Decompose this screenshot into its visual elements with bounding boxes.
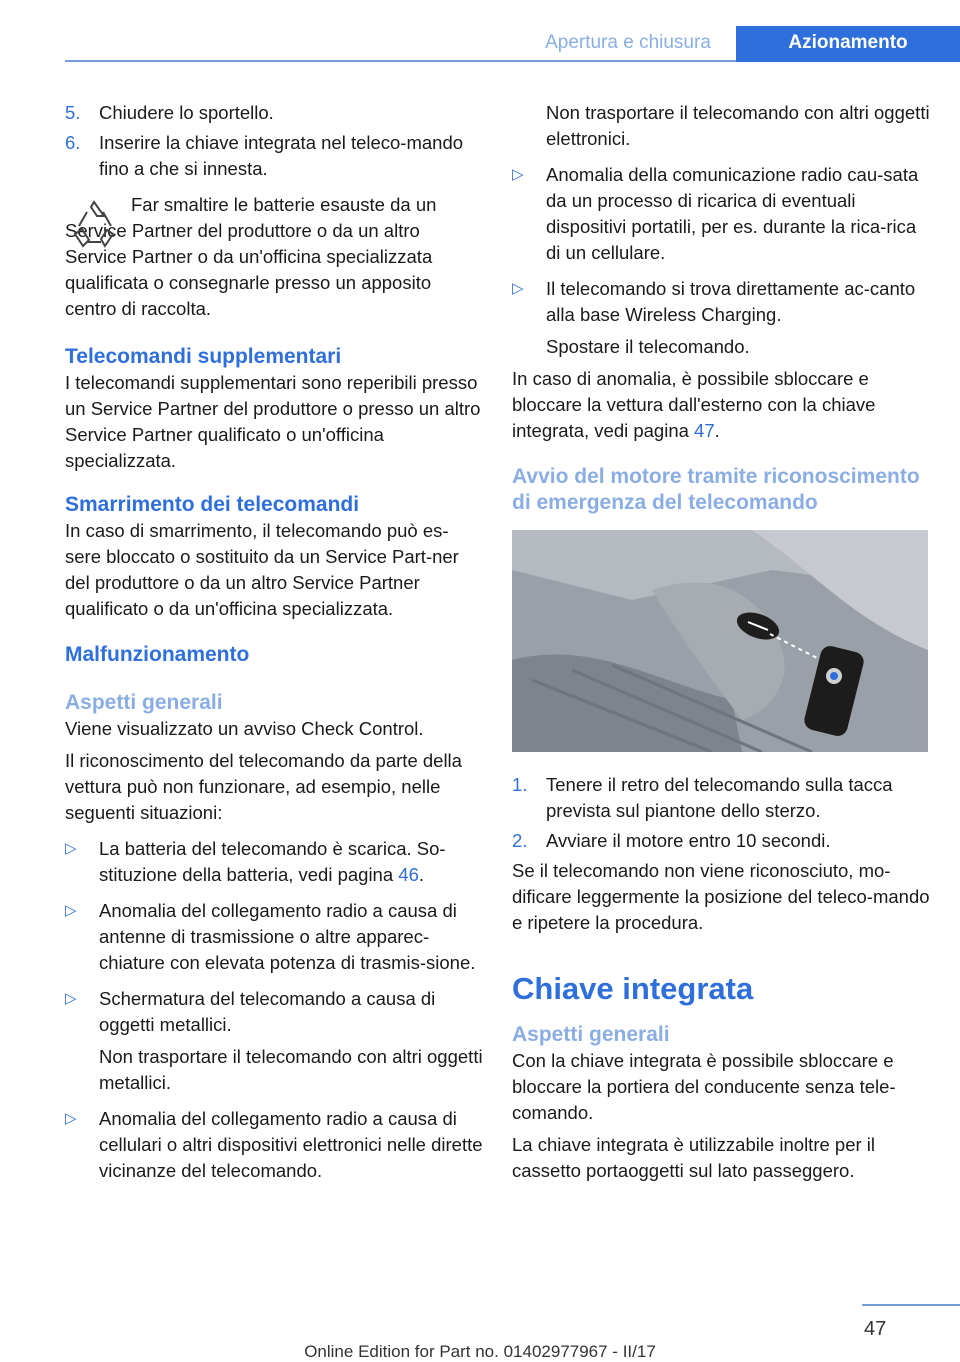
- paragraph: La chiave integrata è utilizzabile inoltre per il cassetto portaoggetti sul lato passeggero.: [512, 1134, 876, 1181]
- paragraph: In caso di smarrimento, il telecomando può es-sere bloccato o sostituito da un Service Part-ner del produttore o da un altro Service Partner qualificato o da un'officina specializzata.: [65, 520, 459, 619]
- step-6: 6. Inserire la chiave integrata nel teleco-mando fino a che si innesta.: [65, 132, 464, 179]
- heading-emergency-start: Avvio del motore tramite riconoscimento di emergenza del telecomando: [512, 465, 920, 514]
- step-1: 1. Tenere il retro del telecomando sulla tacca prevista sul piantone dello sterzo.: [512, 774, 893, 821]
- heading-malfunction: Malfunzionamento: [65, 643, 250, 666]
- list-item: ▷ La batteria del telecomando è scarica. So-stituzione della batteria, vedi pagina 46.: [65, 836, 483, 888]
- steering-column-photo: [512, 530, 928, 752]
- bullet-icon: ▷: [512, 280, 524, 297]
- heading-general: Aspetti generali: [65, 691, 223, 714]
- bullet-icon: ▷: [65, 840, 77, 857]
- page-link-46[interactable]: 46: [398, 864, 419, 885]
- footer-edition: Online Edition for Part no. 01402977967 - II/17: [304, 1342, 656, 1361]
- heading-general-2: Aspetti generali: [512, 1023, 670, 1046]
- heading-supplementary: Telecomandi supplementari: [65, 345, 342, 368]
- list-item: ▷ Anomalia del collegamento radio a causa di antenne di trasmissione o altre apparec-chiature con elevata potenza di trasmis-sione.: [65, 898, 483, 976]
- list-item: ▷ Schermatura del telecomando a causa di oggetti metallici.: [65, 986, 483, 1038]
- bullet-icon: ▷: [65, 902, 77, 919]
- list-item: ▷ Anomalia del collegamento radio a causa di cellulari o altri dispositivi elettronici nelle dirette vicinanze del telecomando.: [65, 1106, 483, 1184]
- paragraph: Il riconoscimento del telecomando da parte della vettura può non funzionare, ad esempio, nelle seguenti situazioni:: [65, 750, 462, 823]
- page-number: 47: [864, 1318, 887, 1340]
- bullet-icon: ▷: [512, 166, 524, 183]
- heading-lost: Smarrimento dei telecomandi: [65, 493, 360, 516]
- page-link-47[interactable]: 47: [694, 420, 715, 441]
- list-item: ▷ Il telecomando si trova direttamente ac-canto alla base Wireless Charging.: [512, 276, 930, 328]
- paragraph: Se il telecomando non viene riconosciuto, mo-dificare leggermente la posizione del teleco-mando e ripetere la procedura.: [512, 860, 930, 933]
- page-number-rule: [862, 1304, 960, 1306]
- paragraph: I telecomandi supplementari sono reperibili presso un Service Partner del produttore o presso un altro Service Partner qualificato o un'officina specializzata.: [65, 372, 481, 471]
- recycle-note: Far smaltire le batterie esauste da un Service Partner del produttore o da un altro Service Partner o da un'officina specializzata qualificata o consegnarle presso un apposito centro di raccolta.: [65, 194, 437, 319]
- list-subtext: Non trasportare il telecomando con altri oggetti elettronici.: [546, 102, 930, 149]
- paragraph: Viene visualizzato un avviso Check Control.: [65, 718, 424, 739]
- paragraph: Con la chiave integrata è possibile sbloccare e bloccare la portiera del conducente senza tele-comando.: [512, 1050, 896, 1123]
- steering-column-illustration: [512, 530, 928, 752]
- heading-integrated-key: Chiave integrata: [512, 971, 754, 1006]
- left-column: [65, 100, 483, 1194]
- paragraph: In caso di anomalia, è possibile sbloccare e bloccare la vettura dall'esterno con la chiave integrata, vedi pagina 47.: [512, 368, 876, 441]
- step-2: 2. Avviare il motore entro 10 secondi.: [512, 830, 831, 851]
- bullet-icon: ▷: [65, 990, 77, 1007]
- right-column: [512, 100, 930, 1184]
- step-5: 5. Chiudere lo sportello.: [65, 102, 274, 123]
- chapter-tab[interactable]: Azionamento: [736, 26, 960, 62]
- bullet-icon: ▷: [65, 1110, 77, 1127]
- list-subtext: Spostare il telecomando.: [546, 336, 750, 357]
- list-subtext: Non trasportare il telecomando con altri oggetti metallici.: [99, 1046, 483, 1093]
- section-tab[interactable]: Apertura e chiusura: [520, 26, 736, 60]
- recycle-icon: [67, 196, 121, 250]
- list-item: ▷ Anomalia della comunicazione radio cau-sata da un processo di ricarica di eventuali dispositivi portatili, per es. durante la rica-rica di un cellulare.: [512, 162, 930, 266]
